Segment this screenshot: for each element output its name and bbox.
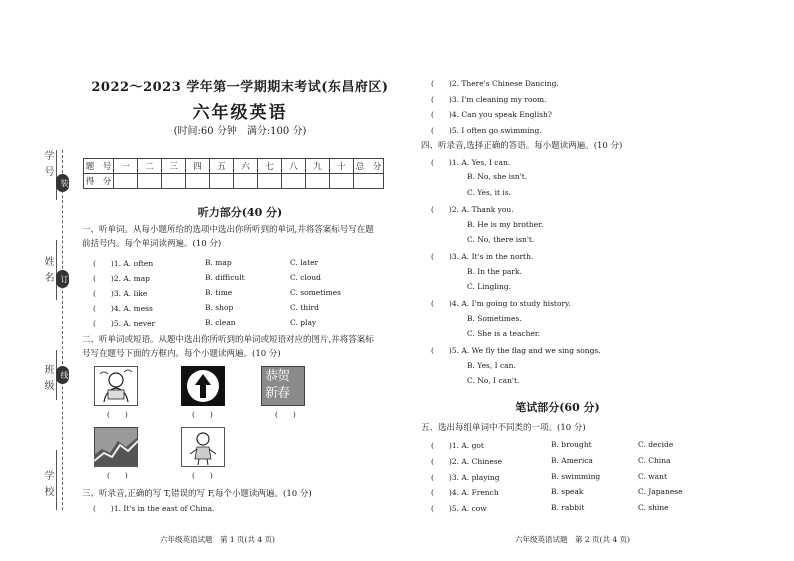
q2-answer-bracket[interactable]: ( ) — [107, 471, 128, 480]
binding-mark-zhuang: 装 — [56, 174, 69, 192]
q5-item-a: ( )4. A. French — [431, 488, 499, 497]
q4-option-b — [431, 267, 701, 279]
q1-item — [93, 303, 383, 315]
score-input-cell[interactable] — [162, 174, 186, 189]
q4-option-b — [431, 361, 701, 373]
q1-item — [93, 288, 383, 300]
binding-strip — [0, 0, 80, 561]
q3-item-text: ( )1. It's in the east of China. — [93, 504, 215, 513]
picture-arrow-sign — [181, 366, 225, 406]
picture-child-figure — [181, 427, 225, 467]
q1-item-c: C. third — [290, 303, 319, 312]
exam-info: (时间:60 分钟 满分:100 分) — [173, 126, 307, 137]
reading-figure-icon — [94, 366, 138, 406]
q3-item-text: ( )4. Can you speak English? — [431, 110, 552, 119]
q3-item — [431, 78, 701, 90]
q4-option-b — [431, 172, 701, 184]
q5-item-c: C. want — [638, 472, 667, 481]
q5-item — [431, 503, 701, 515]
score-table-score-row — [84, 174, 384, 189]
q5-instruction: 五、选出每组单词中不同类的一项。(10 分) — [421, 423, 586, 433]
q3-item — [431, 109, 701, 121]
score-input-cell[interactable] — [114, 174, 138, 189]
score-header-cell: 七 — [258, 159, 282, 174]
q1-item-a: ( )5. A. never — [93, 319, 156, 328]
q1-item-a: ( )3. A. like — [93, 289, 148, 298]
q4-option-c — [431, 188, 701, 200]
q2-answer-bracket[interactable]: ( ) — [107, 410, 128, 419]
q4-option-b — [431, 314, 701, 326]
q5-item — [431, 472, 701, 484]
listening-heading: 听力部分(40 分) — [197, 206, 283, 219]
score-header-cell: 二 — [138, 159, 162, 174]
q5-item-b: B. rabbit — [551, 503, 585, 512]
right-page — [415, 0, 700, 561]
score-input-cell[interactable] — [354, 174, 384, 189]
new-year-card-line1: 恭贺 — [265, 369, 290, 384]
school-label: 学校 — [42, 470, 53, 502]
q5-item-b: B. brought — [551, 440, 592, 449]
score-header-cell: 十 — [330, 159, 354, 174]
q4-option-b — [431, 220, 701, 232]
score-header-cell: 六 — [234, 159, 258, 174]
q1-item-b: B. map — [205, 258, 232, 267]
q4-option-text: B. He is my brother. — [467, 220, 544, 229]
q3-item-text: ( )3. I'm cleaning my room. — [431, 95, 547, 104]
picture-reading-figure — [94, 366, 138, 406]
q4-option-text: ( )5. A. We fly the flag and we sing songs. — [431, 346, 601, 355]
score-header-cell: 八 — [282, 159, 306, 174]
q1-item-c: C. cloud — [290, 273, 321, 282]
score-header-cell: 三 — [162, 159, 186, 174]
school-line — [56, 450, 57, 510]
q5-item-c: C. shine — [638, 503, 669, 512]
picture-new-year-card — [261, 366, 305, 406]
q5-item — [431, 456, 701, 468]
score-row-label: 得 分 — [84, 174, 114, 189]
q4-instruction: 四、听录音,选择正确的答语。每小题读两遍。(10 分) — [421, 141, 623, 151]
q4-option-text: ( )1. A. Yes, I can. — [431, 158, 511, 167]
q1-item-c: C. sometimes — [290, 288, 341, 297]
score-header-cell: 题 号 — [84, 159, 114, 174]
score-table — [83, 158, 384, 189]
left-page — [80, 0, 390, 561]
q5-item-a: ( )5. A. cow — [431, 504, 487, 513]
q4-option-a — [431, 298, 701, 310]
q1-instruction: 一、听单词。从每小题所给的选项中选出你所听到的单词,并将答案标号写在题前括号内。每个单词读两遍。(10 分) — [82, 225, 374, 249]
q3-item-text: ( )2. There's Chinese Dancing. — [431, 79, 559, 88]
q1-item-b: B. difficult — [205, 273, 245, 282]
name-label: 姓名 — [42, 256, 53, 288]
q1-item-a: ( )4. A. mess — [93, 304, 153, 313]
score-header-cell: 五 — [210, 159, 234, 174]
writing-heading: 笔试部分(60 分) — [515, 401, 600, 414]
exam-title: 2022～2023 学年第一学期期末考试(东昌府区) — [91, 80, 389, 95]
binding-mark-ding: 订 — [56, 270, 69, 288]
q1-item-b: B. clean — [205, 318, 236, 327]
q5-item-a: ( )1. A. got — [431, 441, 484, 450]
q2-answer-bracket[interactable]: ( ) — [275, 410, 296, 419]
binding-mark-xian: 线 — [56, 366, 69, 384]
q1-item-c: C. later — [290, 258, 319, 267]
q4-option-text: B. In the park. — [467, 267, 522, 276]
name-line — [56, 240, 57, 300]
q5-item-b: B. swimming — [551, 472, 601, 481]
score-input-cell[interactable] — [306, 174, 330, 189]
q5-item-b: B. America — [551, 456, 593, 465]
great-wall-icon — [94, 427, 138, 467]
q3-instruction: 三、听录音,正确的写 T,错误的写 F,每个小题读两遍。(10 分) — [82, 489, 312, 499]
q3-item-text: ( )5. I often go swimming. — [431, 126, 542, 135]
q4-option-text: C. She is a teacher. — [467, 329, 541, 338]
q4-option-text: ( )4. A. I'm going to study history. — [431, 299, 571, 308]
q1-item — [93, 318, 383, 330]
q5-item-c: C. Japanese — [638, 487, 683, 496]
q5-item — [431, 440, 701, 452]
q4-option-text: ( )3. A. It's in the north. — [431, 252, 534, 261]
score-input-cell[interactable] — [210, 174, 234, 189]
q4-option-text: B. Sometimes. — [467, 314, 522, 323]
score-input-cell[interactable] — [234, 174, 258, 189]
binding-dashed-line — [62, 150, 63, 510]
q5-item — [431, 487, 701, 499]
q5-item-b: B. speak — [551, 487, 584, 496]
q1-item — [93, 273, 383, 285]
q3-item — [431, 94, 701, 106]
q5-item-a: ( )3. A. playing — [431, 473, 500, 482]
q4-option-c — [431, 376, 701, 388]
q4-option-text: B. No, she isn't. — [467, 172, 528, 181]
q4-option-text: C. No, there isn't. — [467, 235, 535, 244]
q4-option-a — [431, 251, 701, 263]
exam-subject: 六年级英语 — [192, 103, 288, 123]
score-input-cell[interactable] — [138, 174, 162, 189]
q4-option-text: ( )2. A. Thank you. — [431, 205, 514, 214]
score-header-cell: 九 — [306, 159, 330, 174]
q2-instruction: 二、听单词或短语。从题中选出你所听到的单词或短语对应的图片,并将答案标号写在题号下面的方框内。每个小题读两遍。(10 分) — [82, 335, 374, 359]
q4-option-text: C. No, I can't. — [467, 376, 520, 385]
q1-item-b: B. time — [205, 288, 233, 297]
class-label: 班级 — [42, 364, 53, 396]
q4-option-c — [431, 329, 701, 341]
q4-option-c — [431, 282, 701, 294]
q4-option-c — [431, 235, 701, 247]
q1-item-a: ( )2. A. map — [93, 274, 150, 283]
score-header-cell: 四 — [186, 159, 210, 174]
q5-item-c: C. decide — [638, 440, 674, 449]
q4-option-text: C. Lingling. — [467, 282, 512, 291]
q3-item — [431, 125, 701, 137]
right-page-footer: 六年级英语试题 第 2 页(共 4 页) — [515, 535, 630, 544]
q1-item-c: C. play — [290, 318, 317, 327]
score-table-header-row — [84, 159, 384, 174]
student-id-label: 学号 — [42, 150, 53, 182]
q2-answer-bracket[interactable]: ( ) — [192, 410, 213, 419]
q1-item — [93, 258, 383, 270]
new-year-card-line2: 新春 — [265, 386, 290, 401]
left-page-footer: 六年级英语试题 第 1 页(共 4 页) — [160, 535, 275, 544]
q5-item-a: ( )2. A. Chinese — [431, 457, 503, 466]
up-arrow-icon — [181, 366, 225, 406]
picture-great-wall — [94, 427, 138, 467]
q5-item-c: C. China — [638, 456, 671, 465]
q1-item-b: B. shop — [205, 303, 234, 312]
q4-option-text: C. Yes, it is. — [467, 188, 512, 197]
q3-item — [93, 503, 383, 515]
child-figure-icon — [181, 427, 225, 467]
score-input-cell[interactable] — [258, 174, 282, 189]
q2-answer-bracket[interactable]: ( ) — [192, 471, 213, 480]
score-header-cell: 一 — [114, 159, 138, 174]
q4-option-a — [431, 157, 701, 169]
score-input-cell[interactable] — [186, 174, 210, 189]
score-input-cell[interactable] — [282, 174, 306, 189]
q1-item-a: ( )1. A. often — [93, 259, 154, 268]
q4-option-a — [431, 345, 701, 357]
q4-option-text: B. Yes, I can. — [467, 361, 516, 370]
score-input-cell[interactable] — [330, 174, 354, 189]
q4-option-a — [431, 204, 701, 216]
score-header-cell: 总 分 — [354, 159, 384, 174]
